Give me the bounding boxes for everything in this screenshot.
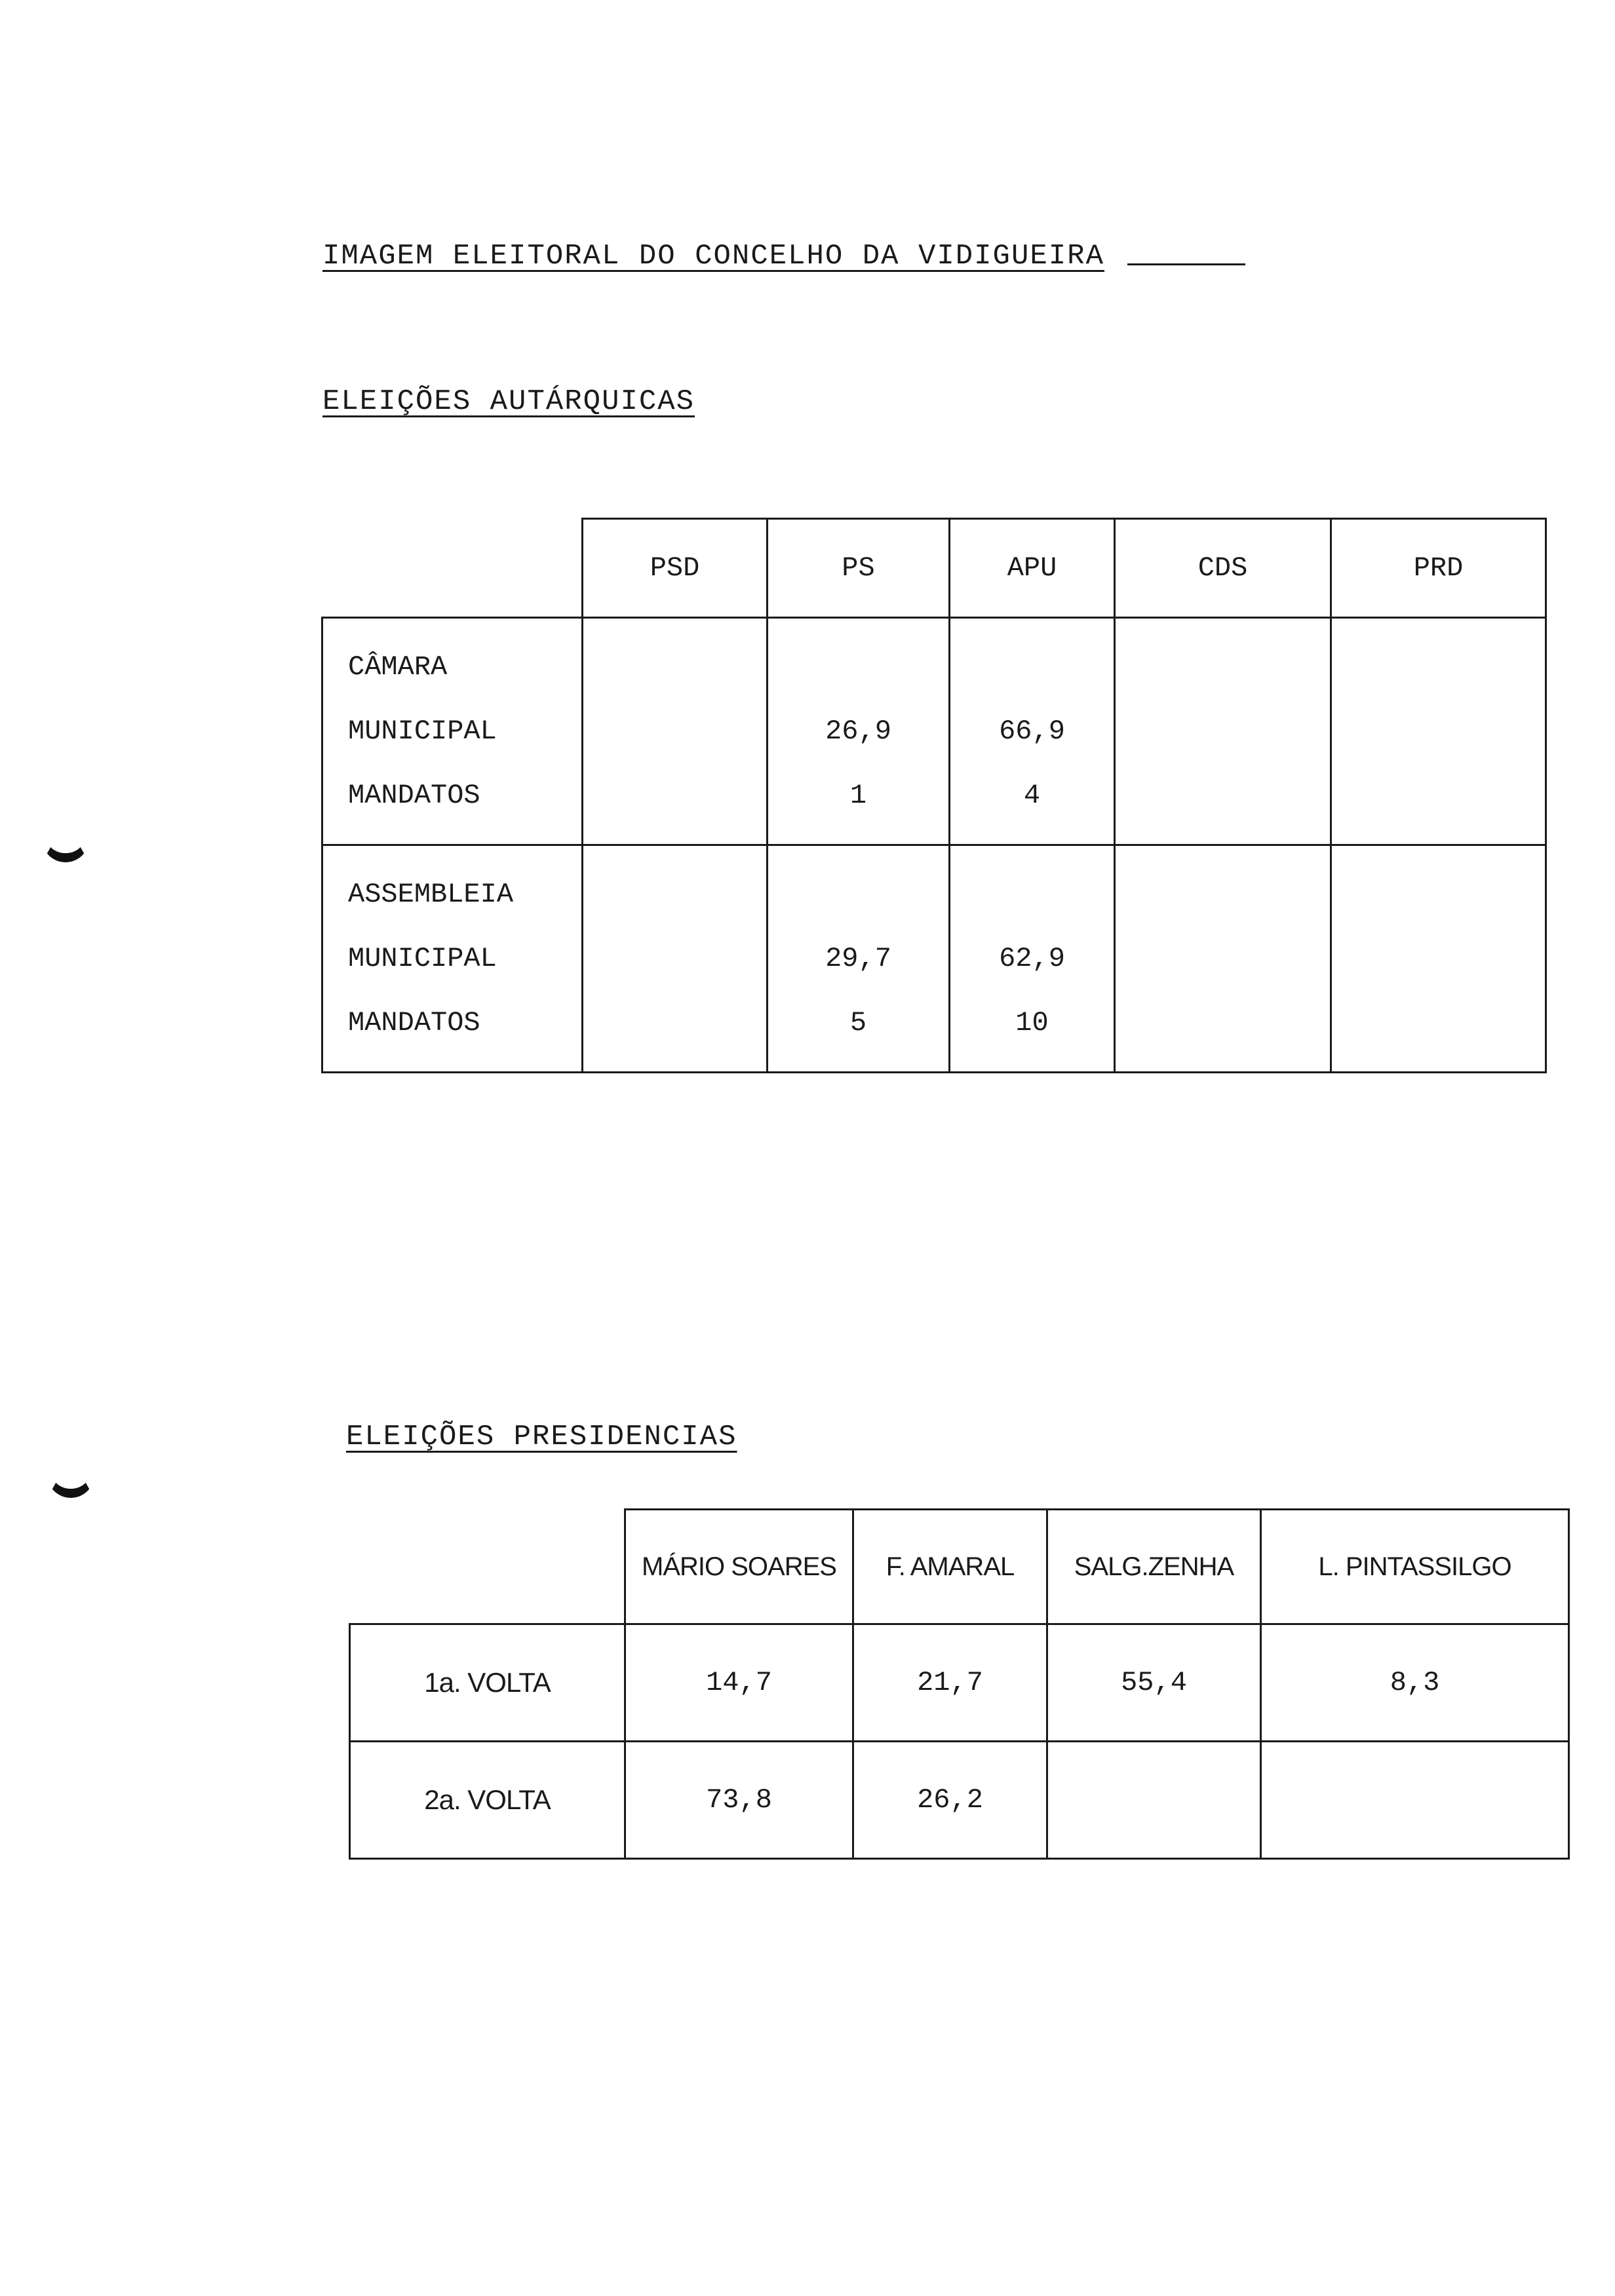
presidenciais-table bbox=[349, 1508, 1570, 1860]
value-cell-camara-cds bbox=[1115, 618, 1331, 845]
table-row-2a-volta bbox=[350, 1742, 1569, 1859]
section-heading-presidenciais: ELEIÇÕES PRESIDENCIAS bbox=[346, 1421, 737, 1453]
value-cell-1a-l-pintassilgo: 8,3 bbox=[1261, 1624, 1569, 1742]
column-header-apu: APU bbox=[950, 519, 1115, 618]
table-row-camara bbox=[322, 618, 1546, 845]
column-header-ps: PS bbox=[768, 519, 950, 618]
column-header-f-amaral: F. AMARAL bbox=[853, 1510, 1047, 1624]
row-label-camara: CÂMARA MUNICIPAL MANDATOS bbox=[322, 618, 583, 845]
value-cell-assembleia-ps: 29,7 5 bbox=[768, 845, 950, 1073]
table-row-assembleia bbox=[322, 845, 1546, 1073]
punch-hole-mark bbox=[47, 1463, 94, 1498]
value-cell-assembleia-cds bbox=[1115, 845, 1331, 1073]
value-cell-assembleia-apu: 62,9 10 bbox=[950, 845, 1115, 1073]
column-header-mario-soares: MÁRIO SOARES bbox=[625, 1510, 853, 1624]
row-label-1a-volta: 1a. VOLTA bbox=[350, 1624, 625, 1742]
value-cell-2a-l-pintassilgo bbox=[1261, 1742, 1569, 1859]
value-cell-2a-mario-soares: 73,8 bbox=[625, 1742, 853, 1859]
value-cell-2a-salg-zenha bbox=[1047, 1742, 1261, 1859]
table-header-row bbox=[350, 1510, 1569, 1624]
section-heading-autarquicas: ELEIÇÕES AUTÁRQUICAS bbox=[322, 385, 695, 418]
column-header-cds: CDS bbox=[1115, 519, 1331, 618]
row-label-assembleia: ASSEMBLEIA MUNICIPAL MANDATOS bbox=[322, 845, 583, 1073]
value-cell-1a-f-amaral: 21,7 bbox=[853, 1624, 1047, 1742]
value-cell-1a-mario-soares: 14,7 bbox=[625, 1624, 853, 1742]
page-title: IMAGEM ELEITORAL DO CONCELHO DA VIDIGUEIRA bbox=[322, 240, 1104, 273]
autarquicas-table bbox=[321, 518, 1547, 1073]
value-cell-1a-salg-zenha: 55,4 bbox=[1047, 1624, 1261, 1742]
table-row-1a-volta bbox=[350, 1624, 1569, 1742]
column-header-salg-zenha: SALG.ZENHA bbox=[1047, 1510, 1261, 1624]
value-cell-camara-psd bbox=[583, 618, 768, 845]
value-cell-2a-f-amaral: 26,2 bbox=[853, 1742, 1047, 1859]
corner-cell bbox=[322, 519, 583, 618]
column-header-psd: PSD bbox=[583, 519, 768, 618]
column-header-l-pintassilgo: L. PINTASSILGO bbox=[1261, 1510, 1569, 1624]
value-cell-camara-apu: 66,9 4 bbox=[950, 618, 1115, 845]
table-header-row bbox=[322, 519, 1546, 618]
punch-hole-mark bbox=[42, 827, 89, 862]
value-cell-camara-ps: 26,9 1 bbox=[768, 618, 950, 845]
title-underline bbox=[1127, 263, 1245, 265]
column-header-prd: PRD bbox=[1331, 519, 1546, 618]
value-cell-camara-prd bbox=[1331, 618, 1546, 845]
value-cell-assembleia-prd bbox=[1331, 845, 1546, 1073]
row-label-2a-volta: 2a. VOLTA bbox=[350, 1742, 625, 1859]
corner-cell bbox=[350, 1510, 625, 1624]
value-cell-assembleia-psd bbox=[583, 845, 768, 1073]
